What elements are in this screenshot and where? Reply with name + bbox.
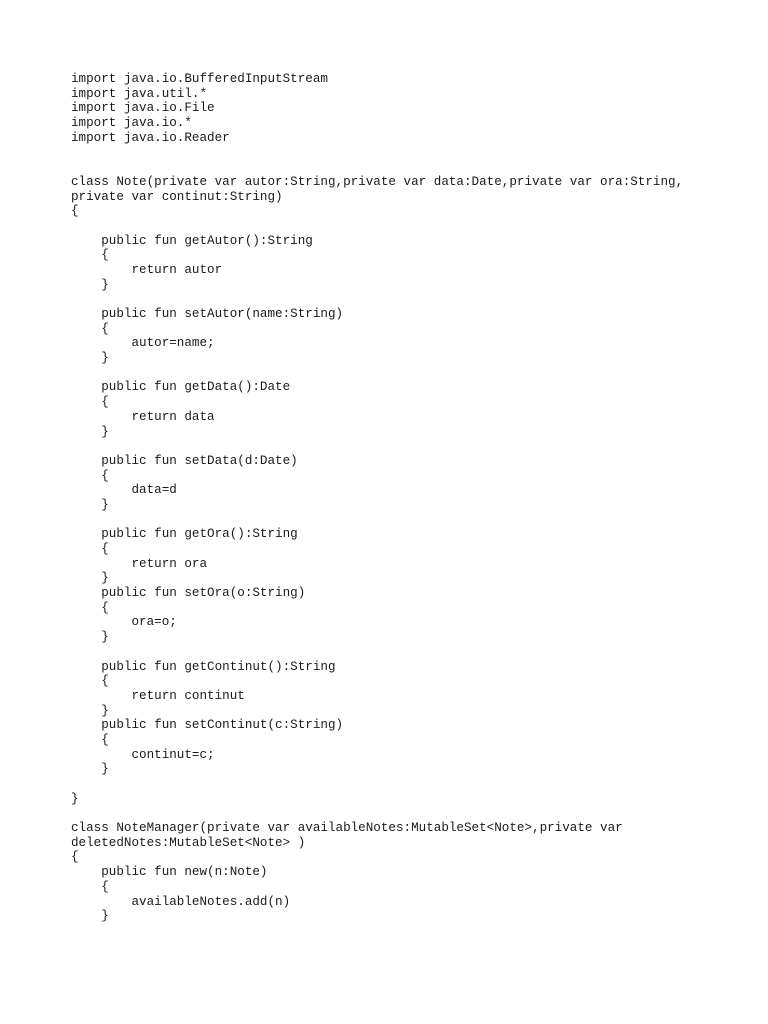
code-line: { <box>71 879 109 894</box>
code-line: import java.io.* <box>71 116 192 131</box>
code-line: { <box>71 395 109 410</box>
code-line: private var continut:String) <box>71 189 283 204</box>
code-line: { <box>71 732 109 747</box>
code-line: ora=o; <box>71 615 177 630</box>
code-line: class NoteManager(private var availableNotes:MutableSet<Note>,private var <box>71 821 623 836</box>
code-line: } <box>71 571 109 586</box>
code-line: return data <box>71 409 215 424</box>
code-line: } <box>71 791 79 806</box>
code-line: import java.io.File <box>71 101 215 116</box>
code-line <box>71 513 683 528</box>
code-line: { <box>71 248 109 263</box>
code-line: class Note(private var autor:String,private var data:Date,private var ora:String, <box>71 174 684 189</box>
code-line: { <box>71 850 79 865</box>
code-line: } <box>71 277 109 292</box>
code-line: import java.util.* <box>71 86 208 101</box>
code-line: return autor <box>71 262 223 277</box>
code-line: public fun setAutor(name:String) <box>71 307 344 321</box>
code-line <box>71 145 683 160</box>
code-line <box>71 160 683 175</box>
code-line: return ora <box>71 556 208 571</box>
code-line: public fun setOra(o:String) <box>71 586 306 601</box>
code-line: public fun getOra():String <box>71 527 298 542</box>
code-line: { <box>71 542 109 556</box>
code-line: { <box>71 204 79 219</box>
code-line <box>71 219 683 234</box>
code-line <box>71 366 683 381</box>
code-line: } <box>71 424 109 439</box>
code-line: import java.io.BufferedInputStream <box>71 72 328 86</box>
code-line: public fun getAutor():String <box>71 233 313 248</box>
code-line: { <box>71 600 109 615</box>
code-line: return continut <box>71 688 245 703</box>
code-line <box>71 292 683 307</box>
code-line: { <box>71 468 109 483</box>
code-line <box>71 777 683 792</box>
code-line: } <box>71 351 109 366</box>
code-line <box>71 806 683 821</box>
code-line: public fun setContinut(c:String) <box>71 718 344 733</box>
code-line: } <box>71 703 109 718</box>
code-line: public fun setData(d:Date) <box>71 453 298 468</box>
code-line <box>71 439 683 454</box>
code-line: continut=c; <box>71 747 215 762</box>
code-line <box>71 645 683 660</box>
code-line: public fun getContinut():String <box>71 659 336 674</box>
code-line: public fun new(n:Note) <box>71 865 268 880</box>
code-line: } <box>71 762 109 777</box>
code-line: import java.io.Reader <box>71 130 230 145</box>
code-line: data=d <box>71 483 177 498</box>
code-line: availableNotes.add(n) <box>71 894 291 909</box>
code-line: autor=name; <box>71 336 215 351</box>
code-line: } <box>71 909 109 924</box>
code-line: deletedNotes:MutableSet<Note> ) <box>71 835 306 850</box>
code-block <box>71 72 683 924</box>
code-line: } <box>71 497 109 512</box>
code-line: { <box>71 321 109 336</box>
code-line: } <box>71 630 109 645</box>
code-line: { <box>71 674 109 689</box>
code-line: public fun getData():Date <box>71 380 291 395</box>
